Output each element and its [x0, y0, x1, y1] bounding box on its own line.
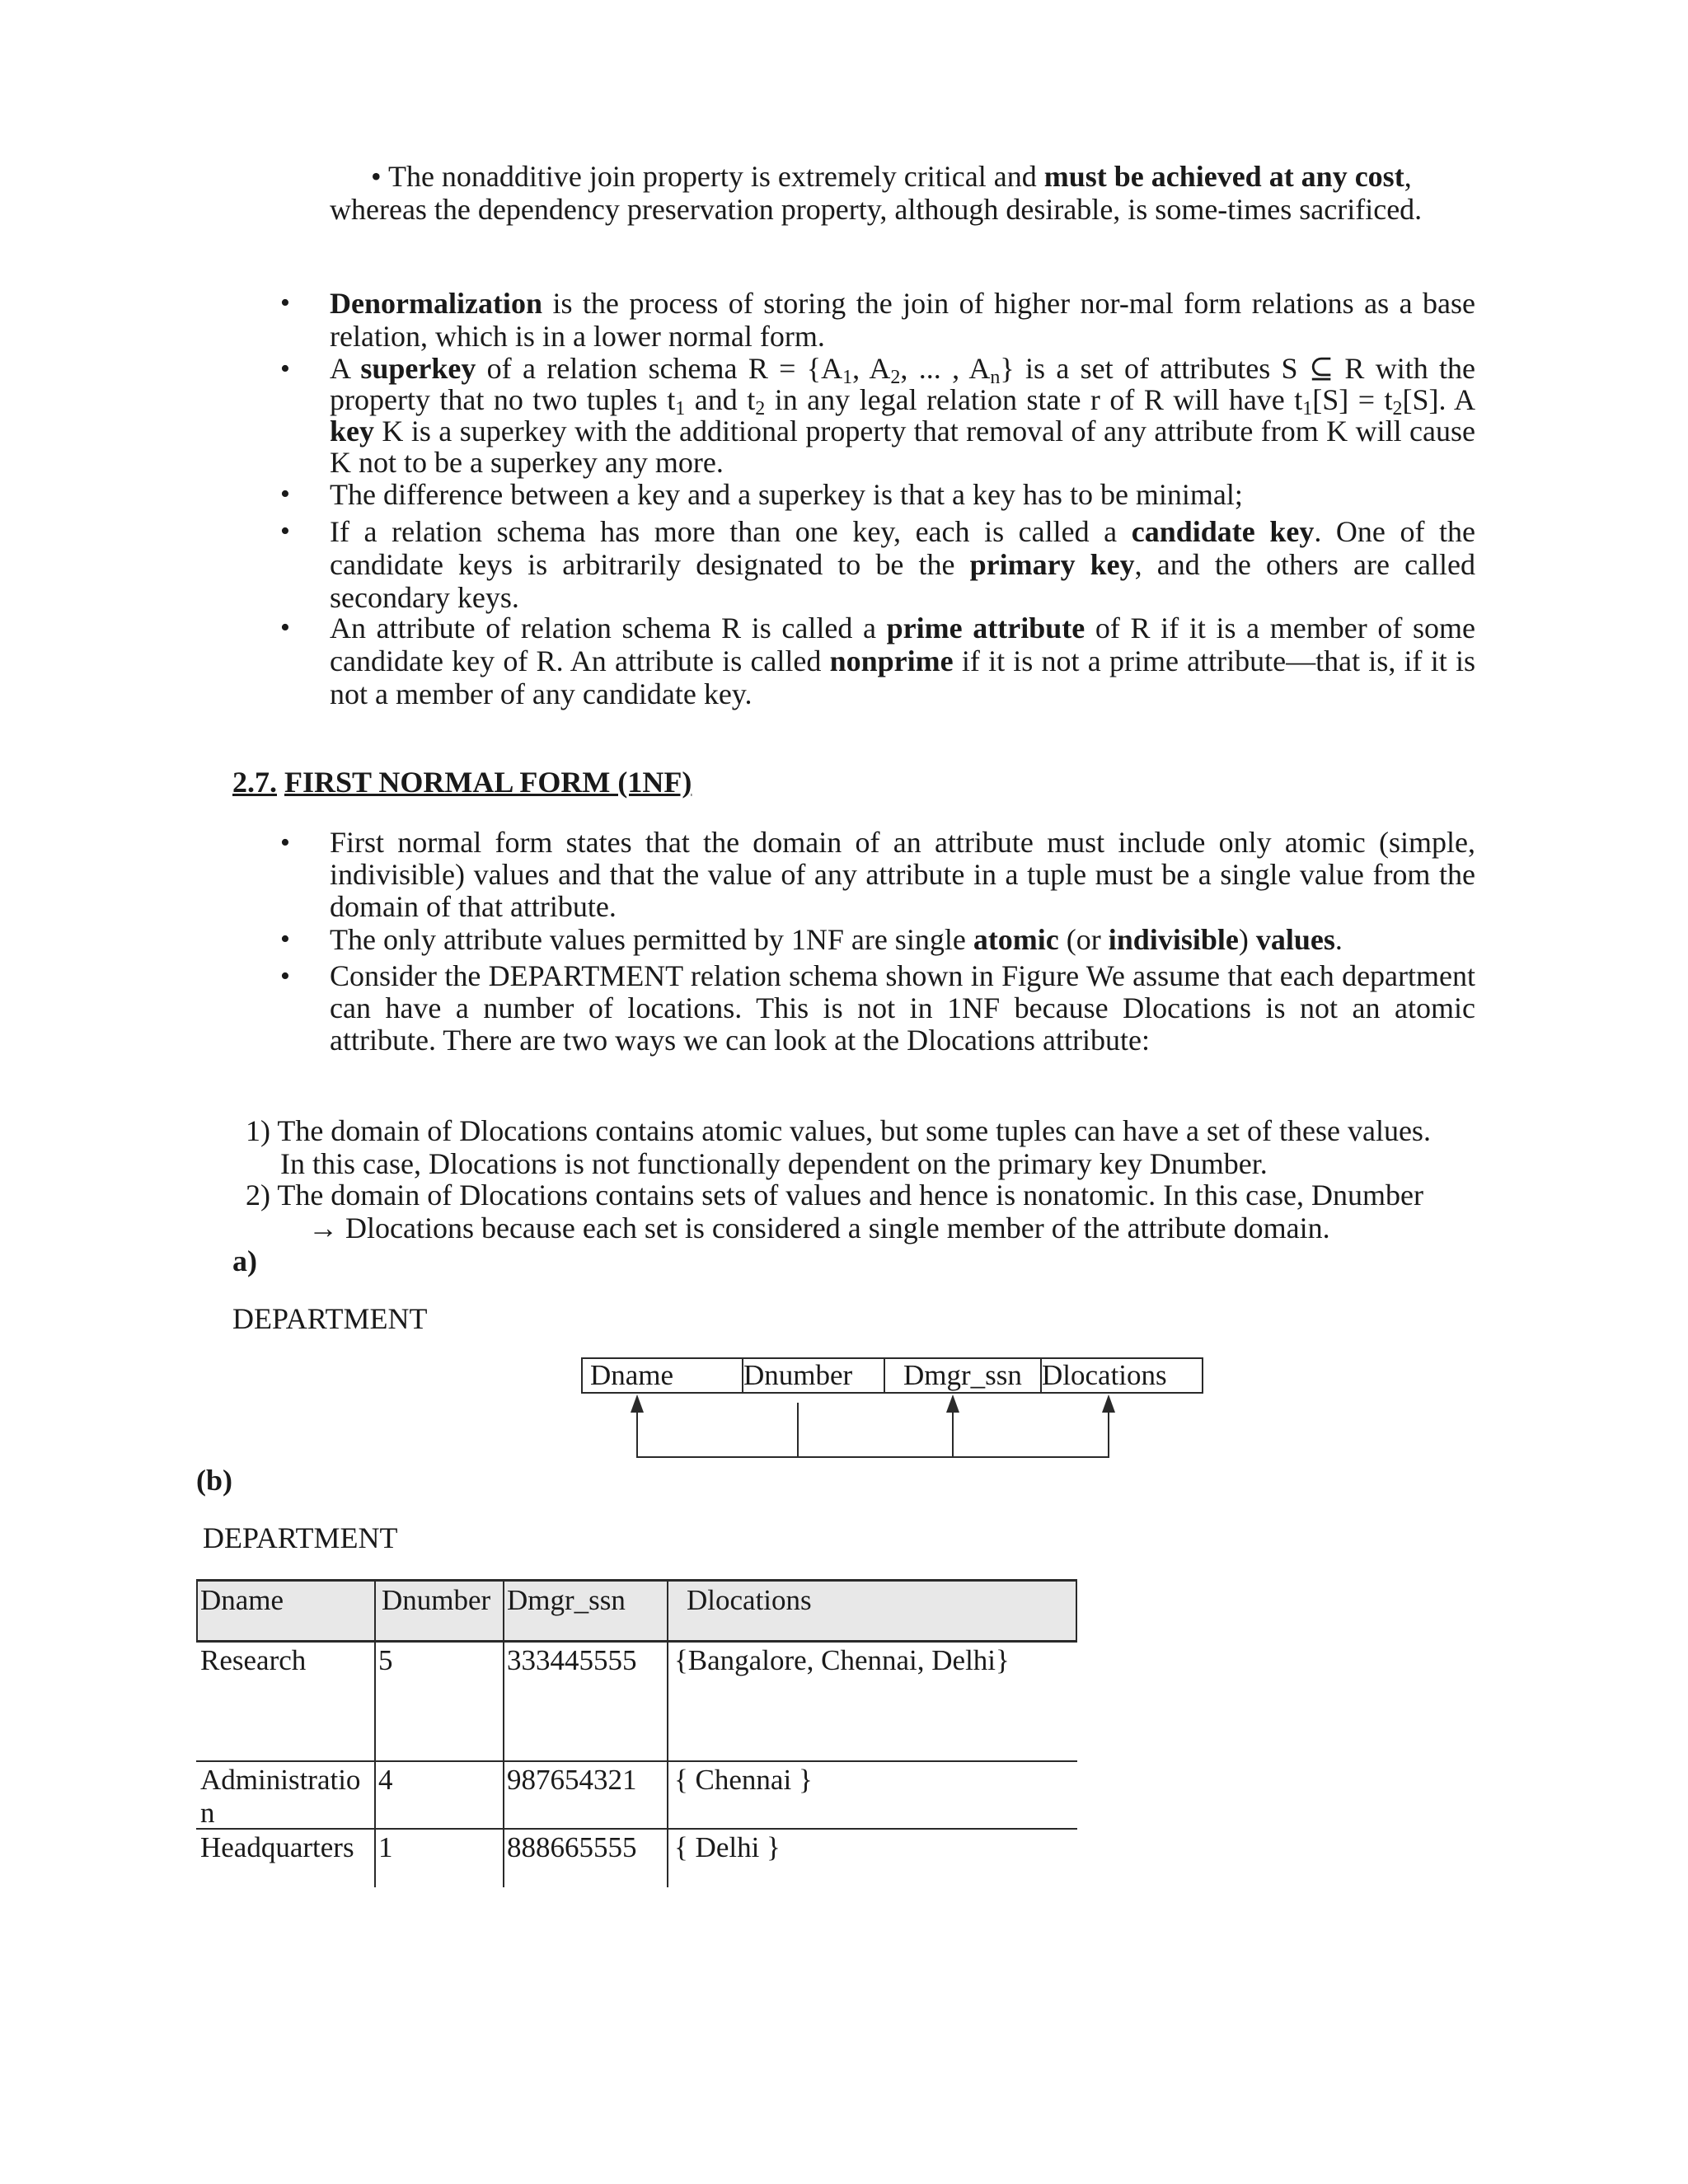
cell-dnumber: 4 — [378, 1764, 393, 1796]
cell-dlocations: { Chennai } — [674, 1764, 813, 1796]
bullet-dot: • — [280, 924, 290, 954]
intro-line-1: • The nonadditive join property is extremely critical and must be achieved at any cost, — [371, 160, 1412, 193]
figure-b-relation-name: DEPARTMENT — [203, 1521, 398, 1554]
numbered-item-1: 1) The domain of Dlocations contains atomic values, but some tuples can have a set of these values. In this case, Dlocations is not functionally dependent on the primary key Dnumber. — [246, 1114, 1431, 1180]
bullet-prime-attribute: An attribute of relation schema R is called a prime attribute of R if it is a member of some candidate key of R. An attribute is called nonprime if it is not a prime attribute—that is, if it is not a member of any candidate key. — [330, 612, 1476, 710]
bullet-dot: • — [280, 612, 290, 643]
schema-attr-dmgr-ssn: Dmgr_ssn — [903, 1359, 1022, 1391]
bullet-dot: • — [280, 516, 290, 546]
cell-dmgr-ssn: 888665555 — [507, 1831, 637, 1863]
table-header-dname: Dname — [200, 1584, 284, 1616]
bullet-candidate-key: If a relation schema has more than one key, each is called a candidate key. One of the candidate keys is arbitrarily designated to be the primary key, and the others are called secondary keys. — [330, 515, 1476, 614]
table-header-row — [196, 1581, 1076, 1642]
figure-b-label: (b) — [196, 1464, 232, 1497]
dependency-line — [797, 1403, 799, 1458]
cell-dmgr-ssn: 333445555 — [507, 1644, 637, 1676]
bullet-department-example: Consider the DEPARTMENT relation schema shown in Figure We assume that each department can have a number of locations. This is not in 1NF because Dlocations is not an atomic attribute. There are two ways we can look at the Dlocations attribute: — [330, 959, 1475, 1057]
cell-dlocations: { Delhi } — [674, 1831, 781, 1863]
cell-dlocations: {Bangalore, Chennai, Delhi} — [674, 1644, 1010, 1676]
table-rule — [196, 1579, 1077, 1582]
section-title: FIRST NORMAL FORM (1NF) — [284, 766, 692, 799]
dependency-line — [636, 1456, 1109, 1458]
intro-paragraph — [330, 160, 1475, 226]
dependency-line — [952, 1411, 954, 1458]
bullet-dot: • — [280, 827, 290, 858]
bullet-difference: The difference between a key and a superkey is that a key has to be minimal; — [330, 478, 1243, 511]
schema-divider — [884, 1357, 885, 1394]
dependency-line — [1108, 1411, 1109, 1458]
cell-dname: Headquarters — [200, 1831, 354, 1863]
table-rule — [196, 1640, 1077, 1643]
bullet-dot: • — [280, 354, 290, 384]
arrow-up-icon — [1102, 1394, 1115, 1413]
bullet-1nf-atomic: The only attribute values permitted by 1NF are single atomic (or indivisible) values. — [330, 923, 1343, 956]
section-number: 2.7. — [232, 766, 277, 799]
bullet-dot: • — [280, 479, 290, 509]
cell-dmgr-ssn: 987654321 — [507, 1764, 637, 1796]
table-rule — [1076, 1579, 1077, 1642]
bullet-1nf-definition: First normal form states that the domain of an attribute must include only atomic (simple, indivisible) values and that the value of any attribute in a tuple must be a single value from the domain of that attribute. — [330, 826, 1475, 923]
schema-attr-dlocations: Dlocations — [1042, 1359, 1167, 1391]
section-heading — [232, 766, 692, 799]
bullet-denormalization: Denormalization is the process of storing the join of higher nor-mal form relations as a base relation, which is in a lower normal form. — [330, 287, 1475, 353]
bullet-dot: • — [280, 961, 290, 991]
table-rule — [196, 1760, 1077, 1762]
arrow-up-icon — [946, 1394, 959, 1413]
numbered-item-2: 2) The domain of Dlocations contains sets of values and hence is nonatomic. In this case, Dnumber → Dlocations because each set is considered a single member of the attribute domain. — [246, 1179, 1423, 1244]
figure-a-relation-name: DEPARTMENT — [232, 1302, 428, 1335]
cell-dname: Administratio n — [200, 1764, 361, 1829]
bullet-dot: • — [280, 288, 290, 318]
schema-attr-dnumber: Dnumber — [743, 1359, 853, 1391]
schema-border-left — [581, 1357, 583, 1394]
table-header-dmgr-ssn: Dmgr_ssn — [507, 1584, 626, 1616]
table-rule — [667, 1579, 668, 1887]
intro-line-2: whereas the dependency preservation property, although desirable, is some-times sacrificed. — [330, 193, 1423, 226]
dependency-line — [636, 1411, 638, 1458]
table-header-dlocations: Dlocations — [687, 1584, 812, 1616]
figure-a-label: a) — [232, 1244, 257, 1277]
schema-attr-dname: Dname — [590, 1359, 674, 1391]
cell-dnumber: 1 — [378, 1831, 393, 1863]
cell-dname: Research — [200, 1644, 307, 1676]
cell-dnumber: 5 — [378, 1644, 393, 1676]
schema-border-right — [1202, 1357, 1203, 1394]
intro-bold: must be achieved at any cost — [1043, 160, 1404, 193]
bullet-superkey: A superkey of a relation schema $R = \{A_1$, $A_2$, ... , $A_n$} is a set of attributes S ⊆ R with the property that no two tuples $t_1$ and $t_2$ in any legal relation state r of R will have $t_1[S] = t_2[S]$. A key K is a superkey with the additional property that removal of any attribute from K will cause K not to be a superkey any more. — [330, 352, 1476, 479]
table-header-dnumber: Dnumber — [382, 1584, 491, 1616]
arrow-up-icon — [631, 1394, 644, 1413]
